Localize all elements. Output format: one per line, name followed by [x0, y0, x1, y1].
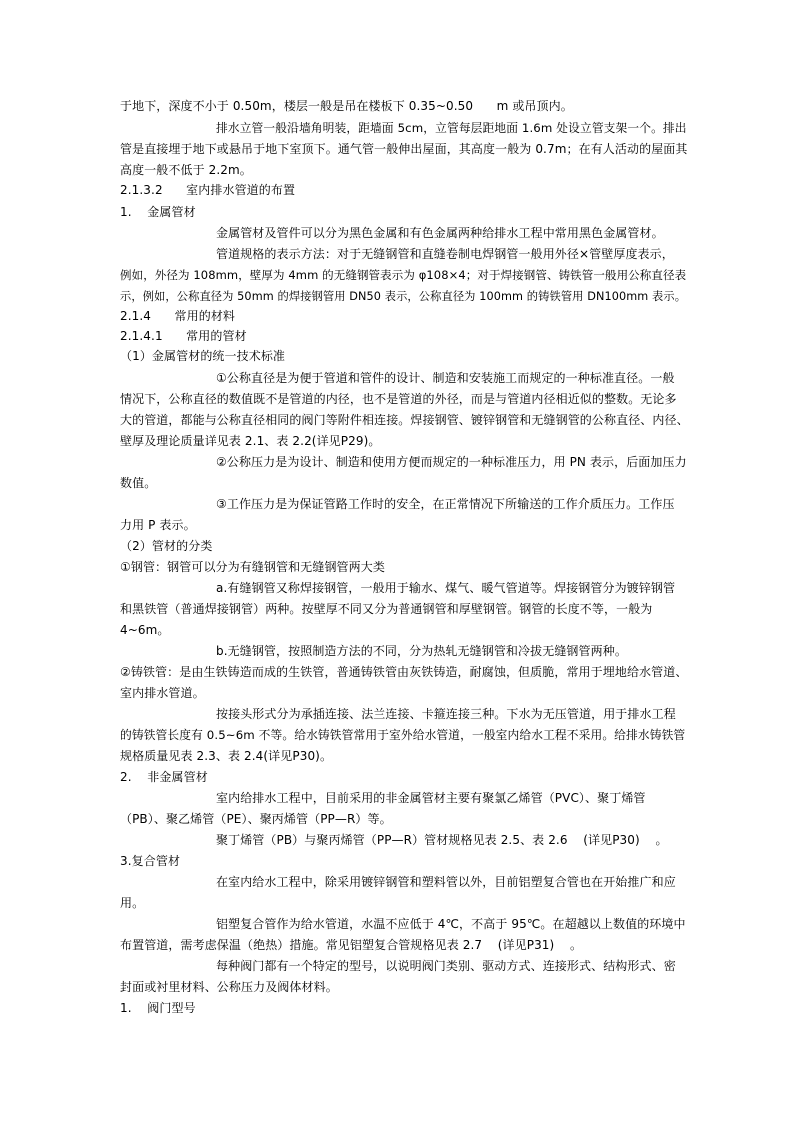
text-line: ③工作压力是为保证管路工作时的安全，在正常情况下所输送的工作介质压力。工作压 [216, 497, 675, 511]
text-line: 管是直接埋于地下或悬吊于地下室顶下。通气管一般伸出屋面，其高度一般为 0.7m；在有人活动的屋面其 [120, 142, 688, 156]
text-line: 排水立管一般沿墙角明装，距墙面 5cm，立管每层距地面 1.6m 处设立管支架一个。排出 [216, 121, 687, 135]
text-line: 布置管道，需考虑保温（绝热）措施。常见铝塑复合管规格见表 2.7 (详见P31) 。 [120, 938, 583, 952]
text-line: ①公称直径是为便于管道和管件的设计、制造和安装施工而规定的一种标准直径。一般 [216, 371, 675, 385]
text-line: 金属管材及管件可以分为黑色金属和有色金属两种给排水工程中常用黑色金属管材。 [216, 226, 664, 240]
text-line: 壁厚及理论质量详见表 2.1、表 2.2(详见P29)。 [120, 434, 381, 448]
text-line: 示，例如，公称直径为 50mm 的焊接钢管用 DN50 表示，公称直径为 100mm 的铸铁管用 DN100mm 表示。 [120, 290, 687, 303]
text-line: 室内排水管道。 [120, 686, 205, 700]
text-line: 例如，外径为 108mm，壁厚为 4mm 的无缝钢管表示为 φ108×4；对于焊接钢管、铸铁管一般用公称直径表 [120, 268, 687, 282]
section-heading: 1. 金属管材 [120, 205, 196, 219]
text-line: 于地下，深度不小于 0.50m，楼层一般是吊在楼板下 0.35~0.50 m 或吊顶内。 [120, 99, 573, 113]
text-line: ②铸铁管：是由生铁铸造而成的生铁管，普通铸铁管由灰铁铸造，耐腐蚀，但质脆，常用于埋地给水管道、 [120, 665, 688, 679]
text-line: 规格质量见表 2.3、表 2.4(详见P30)。 [120, 749, 333, 763]
text-line: ②公称压力是为设计、制造和使用方便而规定的一种标准压力，用 PN 表示，后面加压力 [216, 455, 687, 469]
section-heading: （2）管材的分类 [120, 539, 213, 553]
text-line: 高度一般不低于 2.2m。 [120, 163, 252, 177]
text-line: 室内给排水工程中，目前采用的非金属管材主要有聚氯乙烯管（PVC）、聚丁烯管 [216, 791, 646, 805]
section-heading: 2.1.4.1 常用的管材 [120, 329, 247, 343]
text-line: 在室内给水工程中，除采用镀锌钢管和塑料管以外，目前铝塑复合管也在开始推广和应 [216, 875, 676, 889]
text-line: 4~6m。 [120, 623, 170, 637]
section-heading: 3.复合管材 [120, 854, 181, 868]
text-line: a.有缝钢管又称焊接钢管，一般用于输水、煤气、暖气管道等。焊接钢管分为镀锌钢管 [216, 581, 676, 595]
section-heading: 2.1.3.2 室内排水管道的布置 [120, 183, 296, 197]
text-line: 情况下，公称直径的数值既不是管道的内径，也不是管道的外径，而是与管道内径相近似的整数。无论多 [120, 392, 677, 406]
text-line: 按接头形式分为承插连接、法兰连接、卡箍连接三种。下水为无压管道，用于排水工程 [216, 707, 676, 721]
section-heading: 2.1.4 常用的材料 [120, 309, 236, 323]
text-line: b.无缝钢管，按照制造方法的不同，分为热轧无缝钢管和冷拔无缝钢管两种。 [216, 644, 627, 658]
text-line: 铝塑复合管作为给水管道，水温不应低于 4℃，不高于 95℃。在超越以上数值的环境中 [216, 917, 686, 931]
text-line: 管道规格的表示方法：对于无缝钢管和直缝卷制电焊钢管一般用外径×管壁厚度表示， [216, 247, 674, 261]
text-line: 聚丁烯管（PB）与聚丙烯管（PP—R）管材规格见表 2.5、表 2.6 (详见P30) 。 [216, 833, 668, 847]
text-line: 用。 [120, 896, 145, 910]
section-heading: （1）金属管材的统一技术标准 [120, 349, 286, 363]
text-line: 的铸铁管长度有 0.5~6m 不等。给水铸铁管常用于室外给水管道，一般室内给水工程不采用。给排水铸铁管 [120, 728, 686, 742]
section-heading: 1. 阀门型号 [120, 1001, 196, 1015]
text-line: 力用 P 表示。 [120, 518, 196, 532]
text-line: 和黑铁管（普通焊接钢管）两种。按壁厚不同又分为普通钢管和厚壁钢管。钢管的长度不等，一般为 [120, 602, 653, 616]
text-line: 数值。 [120, 476, 157, 490]
section-heading: 2. 非金属管材 [120, 770, 208, 784]
text-line: 大的管道，都能与公称直径相同的阀门等附件相连接。焊接钢管、镀锌钢管和无缝钢管的公称直径、内径、 [120, 413, 689, 427]
text-line: 每种阀门都有一个特定的型号，以说明阀门类别、驱动方式、连接形式、结构形式、密 [216, 959, 676, 973]
text-line: （PB）、聚乙烯管（PE）、聚丙烯管（PP—R）等。 [120, 812, 392, 826]
text-line: 封面或衬里材料、公称压力及阀体材料。 [120, 980, 338, 994]
text-line: ①钢管：钢管可以分为有缝钢管和无缝钢管两大类 [120, 560, 385, 574]
